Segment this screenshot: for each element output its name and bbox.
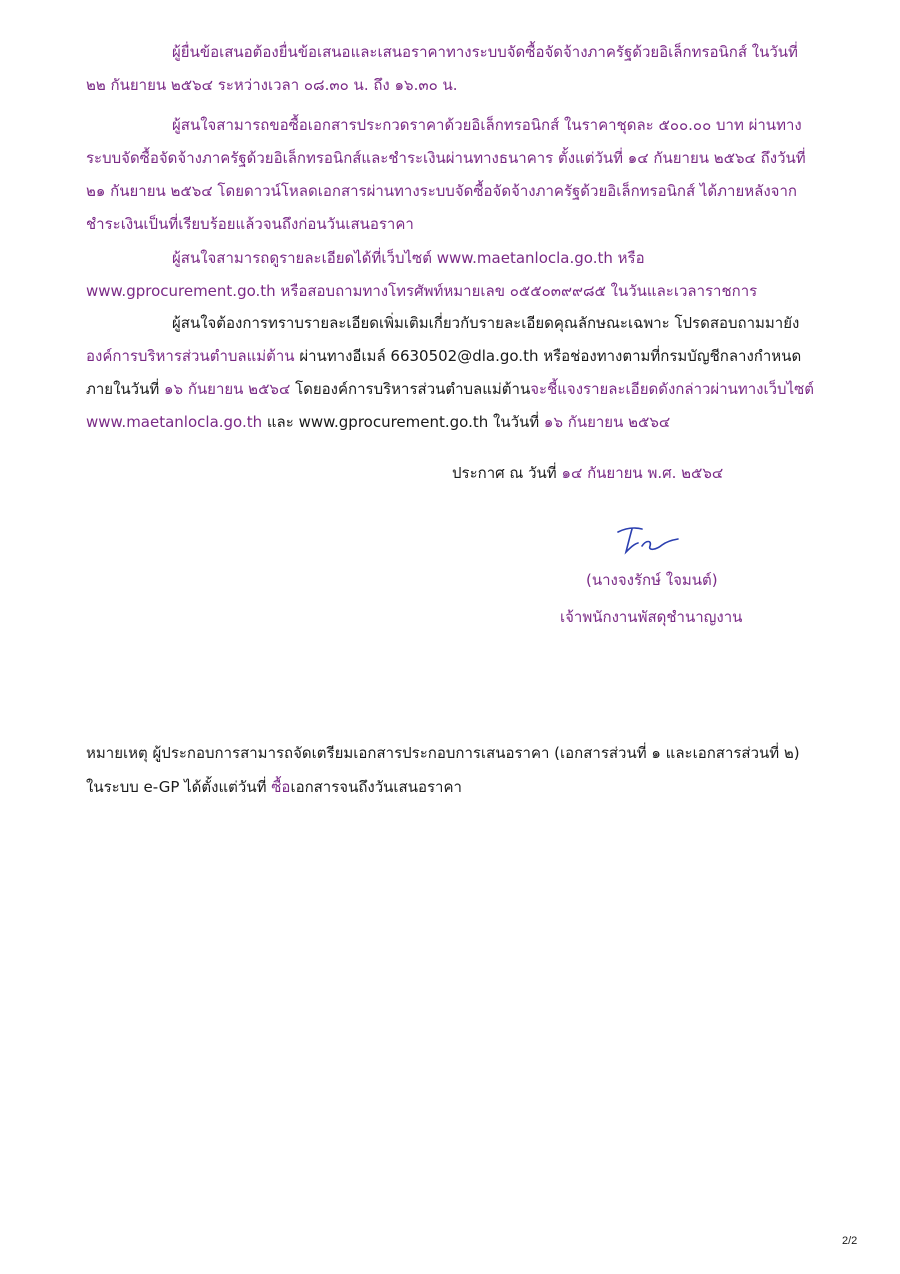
paragraph-inquiry bbox=[86, 307, 816, 439]
clarification-date: ๑๖ กันยายน ๒๕๖๔ bbox=[543, 413, 671, 431]
text-segment: เอกสารจนถึงวันเสนอราคา bbox=[290, 778, 462, 796]
paragraph-line: ผู้สนใจต้องการทราบรายละเอียดเพิ่มเติมเกี่ยวกับรายละเอียดคุณลักษณะเฉพาะ โปรดสอบถามมายัง bbox=[172, 314, 800, 332]
highlight-word: ซื้อ bbox=[271, 778, 291, 796]
announcement-prefix: ประกาศ ณ วันที่ bbox=[452, 464, 562, 482]
announcement-date-line bbox=[452, 459, 723, 487]
text-segment: ในระบบ e-GP ได้ตั้งแต่วันที่ bbox=[86, 778, 272, 796]
signatory-name: (นางจงรักษ์ ใจมนต์) bbox=[586, 571, 718, 589]
email-text: ผ่านทางอีเมล์ 6630502@dla.go.th หรือช่องทางตามที่กรมบัญชีกลางกำหนด bbox=[294, 347, 802, 365]
paragraph-line bbox=[86, 340, 816, 373]
paragraph-purchase-documents bbox=[86, 109, 816, 241]
paragraph-website-info bbox=[86, 242, 816, 308]
paragraph-line: www.gprocurement.go.th หรือสอบถามทางโทรศัพท์หมายเลข ๐๕๕๐๓๙๙๘๕ ในวันและเวลาราชการ bbox=[86, 282, 758, 300]
paragraph-line: ชำระเงินเป็นที่เรียบร้อยแล้วจนถึงก่อนวันเสนอราคา bbox=[86, 215, 414, 233]
paragraph-submission bbox=[86, 36, 816, 102]
inquiry-deadline: ๑๖ กันยายน ๒๕๖๔ bbox=[164, 380, 291, 398]
text-segment: ภายในวันที่ bbox=[86, 380, 165, 398]
text-segment: โดยองค์การบริหารส่วนตำบลแม่ต้าน bbox=[290, 380, 531, 398]
note-line: หมายเหตุ ผู้ประกอบการสามารถจัดเตรียมเอกสารประกอบการเสนอราคา (เอกสารส่วนที่ ๑ และเอกสารส่วนที่ ๒) bbox=[86, 744, 800, 762]
page-number: 2/2 bbox=[842, 1235, 858, 1247]
paragraph-line: ๒๒ กันยายน ๒๕๖๔ ระหว่างเวลา ๐๘.๓๐ น. ถึง ๑๖.๓๐ น. bbox=[86, 76, 458, 94]
paragraph-line: ระบบจัดซื้อจัดจ้างภาครัฐด้วยอิเล็กทรอนิกส์และชำระเงินผ่านทางธนาคาร ตั้งแต่วันที่ ๑๔ กันยายน ๒๕๖๔ ถึงวันที่ bbox=[86, 149, 806, 167]
paragraph-line bbox=[86, 406, 816, 439]
paragraph-line: ผู้สนใจสามารถขอซื้อเอกสารประกวดราคาด้วยอิเล็กทรอนิกส์ ในราคาชุดละ ๕๐๐.๐๐ บาท ผ่านทาง bbox=[172, 116, 802, 134]
paragraph-line: ผู้สนใจสามารถดูรายละเอียดได้ที่เว็บไซต์ www.maetanlocla.go.th หรือ bbox=[172, 249, 645, 267]
paragraph-line bbox=[86, 373, 816, 406]
text-segment: และ www.gprocurement.go.th ในวันที่ bbox=[262, 413, 544, 431]
note-line bbox=[86, 770, 800, 804]
signatory-position: เจ้าพนักงานพัสดุชำนาญงาน bbox=[560, 608, 743, 626]
organization-name: องค์การบริหารส่วนตำบลแม่ต้าน bbox=[86, 347, 295, 365]
paragraph-line: ผู้ยื่นข้อเสนอต้องยื่นข้อเสนอและเสนอราคาทางระบบจัดซื้อจัดจ้างภาครัฐด้วยอิเล็กทรอนิกส์ ในวันที่ bbox=[172, 43, 798, 61]
paragraph-line: ๒๑ กันยายน ๒๕๖๔ โดยดาวน์โหลดเอกสารผ่านทางระบบจัดซื้อจัดจ้างภาครัฐด้วยอิเล็กทรอนิกส์ ได้ภายหลังจาก bbox=[86, 182, 797, 200]
website-link: www.maetanlocla.go.th bbox=[86, 413, 263, 431]
text-segment: จะชี้แจงรายละเอียดดังกล่าวผ่านทางเว็บไซต์ bbox=[530, 380, 815, 398]
note-section bbox=[86, 736, 800, 804]
signature-mark bbox=[612, 524, 682, 558]
announcement-date: ๑๔ กันยายน พ.ศ. ๒๕๖๔ bbox=[561, 464, 724, 482]
